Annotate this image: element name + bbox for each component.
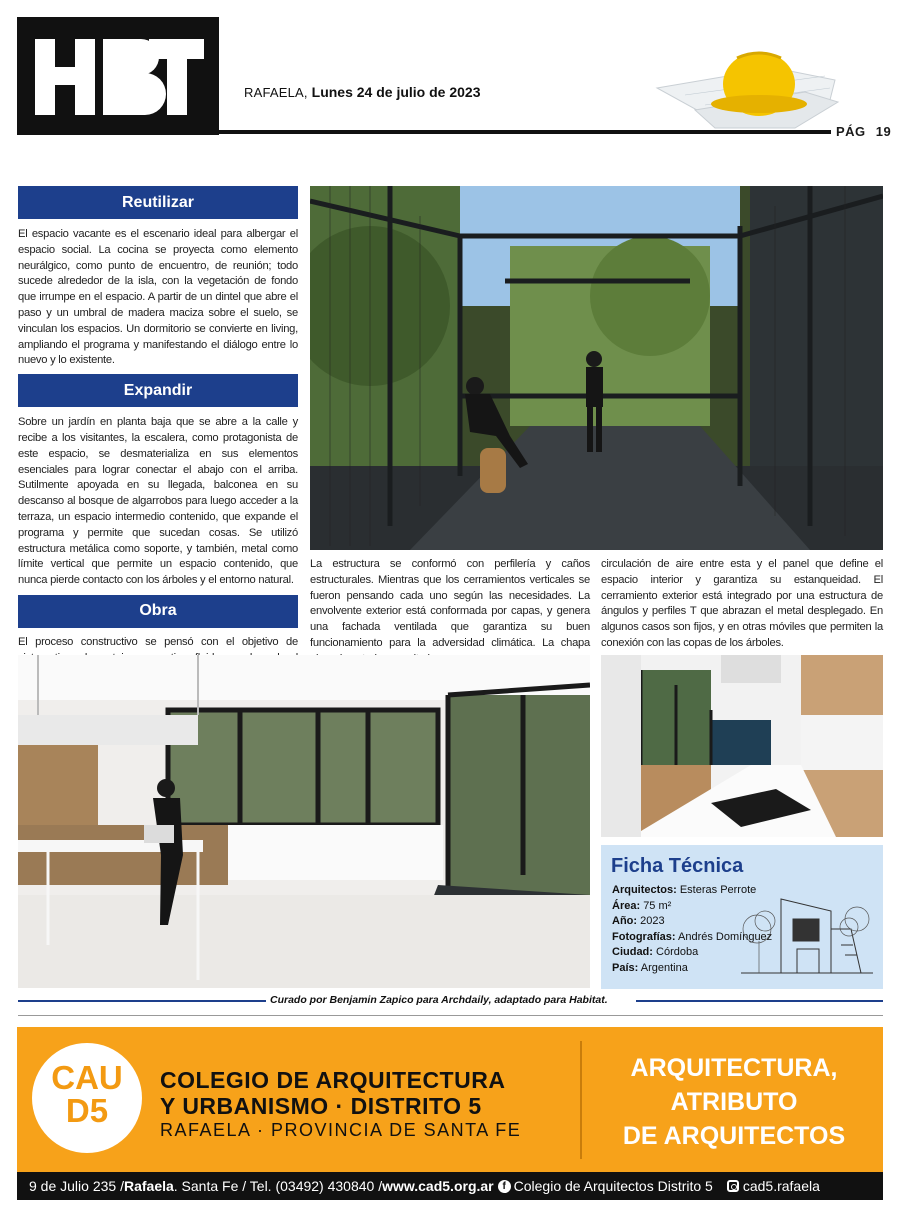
ad-slogan-line3: DE ARQUITECTOS	[622, 1122, 846, 1150]
ficha-value: Córdoba	[656, 946, 699, 958]
cad5-logo	[32, 1043, 142, 1153]
ad-slogan	[587, 1051, 881, 1153]
footer-phone: . Santa Fe / Tel. (03492) 430840 /	[173, 1178, 383, 1194]
thin-rule	[18, 1015, 883, 1016]
ad-footer	[17, 1172, 883, 1200]
ficha-label: Arquitectos:	[612, 884, 677, 896]
helmet-blueprint-illustration	[655, 40, 840, 132]
dateline-date: Lunes 24 de julio de 2023	[311, 84, 481, 100]
footer-address: 9 de Julio 235 /	[29, 1178, 124, 1194]
cad5-advertisement[interactable]	[17, 1027, 883, 1172]
dateline-city: RAFAELA,	[244, 85, 308, 100]
ad-divider	[580, 1041, 582, 1159]
dateline	[244, 84, 480, 100]
ficha-value: 75 m²	[643, 899, 672, 912]
logo-line1: CAU	[51, 1059, 123, 1096]
footer-instagram-link[interactable]: cad5.rafaela	[742, 1178, 820, 1194]
ad-slogan-line1: ARQUITECTURA,	[630, 1054, 838, 1082]
page-number-value: 19	[875, 124, 892, 139]
ad-title-line2: Y URBANISMO · DISTRITO 5	[160, 1093, 482, 1119]
ficha-tecnica	[601, 845, 883, 989]
left-column	[18, 186, 298, 682]
kitchen-photo	[601, 655, 883, 837]
section-title-obra: Obra	[18, 595, 298, 628]
footer-city: Rafaela	[123, 1178, 174, 1194]
ficha-label: Fotografías:	[612, 930, 676, 943]
footer-website-link[interactable]: www.cad5.org.ar	[382, 1178, 494, 1194]
ficha-value: Andrés Domínguez	[678, 930, 773, 943]
house-sketch-illustration	[741, 889, 873, 979]
ficha-title: Ficha Técnica	[611, 855, 744, 877]
body-text-middle: La estructura se conformó con perfilería y caños estructurales. Mientras que los cerramientos verticales se fueron pensando cada uno según las necesidades. La envolvente exterior está conformada por capas, y genera una fachada ventilada que garantiza su buen funcionamiento para la adversidad climática. La chapa	[310, 558, 590, 649]
ficha-label: País:	[612, 961, 639, 974]
ad-title-line1: COLEGIO DE ARQUITECTURA	[160, 1067, 506, 1093]
ficha-value: 2023	[640, 915, 665, 927]
instagram-icon	[727, 1180, 739, 1192]
section-title-expandir: Expandir	[18, 374, 298, 407]
section-text-expandir: Sobre un jardín en planta baja que se abre a la calle y recibe a los visitantes, la escalera, como protagonista de este espacio, se desmaterializa en sus elementos esenciales para lograr conectar el abajo con el arriba. Sutilmente apoyada en su llegada, balconea en su descanso al bosque de algarrobos para luego acceder a la terraza, un espacio intermedio contenido, que expande el programa y permite que sucedan cosas. Se utilizó estructura metálica como soporte, y también, metal como límite vertical que permite un espacio contenido, que nunca pierde contacto con los árboles y el entorno natural.	[18, 416, 298, 587]
page-number	[836, 124, 891, 139]
header-rule	[219, 130, 831, 134]
ficha-value: Esteras Perrote	[679, 884, 757, 896]
ficha-label: Ciudad:	[612, 946, 653, 958]
credit-rule-left	[18, 1000, 266, 1002]
footer-facebook-link[interactable]: Colegio de Arquitectos Distrito 5	[513, 1178, 713, 1194]
logo-line2: D5	[65, 1092, 109, 1129]
page-label: PÁG	[836, 124, 866, 139]
ad-subtitle: RAFAELA · PROVINCIA DE SANTA FE	[160, 1120, 522, 1140]
credit-rule-right	[636, 1000, 883, 1002]
ad-slogan-line2: ATRIBUTO	[670, 1088, 798, 1116]
ficha-value: Argentina	[640, 961, 688, 974]
hbt-logo	[17, 17, 219, 135]
ficha-label: Año:	[612, 915, 638, 927]
section-text-obra: El proceso constructivo se pensó con el objetivo de	[18, 635, 298, 648]
terrace-photo	[310, 186, 883, 550]
credit-text: Curado por Benjamin Zapico para Archdaily, adaptado para Habitat.	[270, 994, 608, 1006]
section-title-reutilizar: Reutilizar	[18, 186, 298, 219]
facebook-icon: f	[498, 1180, 511, 1193]
section-text-reutilizar: El espacio vacante es el escenario ideal para albergar el espacio social. La cocina se proyecta como elemento neurálgico, como punto de encuentro, de reunión; todo sucede alrededor de la isla, con la vegetación de fondo que irrumpe en el espacio. A partir de un dintel que abre el paso y un umbral de madera maciza sobre el suelo, se vinculan los espacios. Un dormitorio se convierte en living, ampliando el programa y manifestando el diálogo entre lo nuevo y lo existente.	[18, 228, 298, 367]
interior-living-photo	[18, 655, 590, 988]
ficha-label: Área:	[612, 899, 641, 912]
body-text-right: circulación de aire entre esta y el panel que define el espacio interior y garantiza su estanqueidad. El cerramiento exterior está integrado por una estructura de ángulos y perfiles T que abrazan el metal desplegado. En algunos casos son fijos, y en otras móviles que permiten la conexión con las copas de los árboles.	[601, 558, 883, 649]
